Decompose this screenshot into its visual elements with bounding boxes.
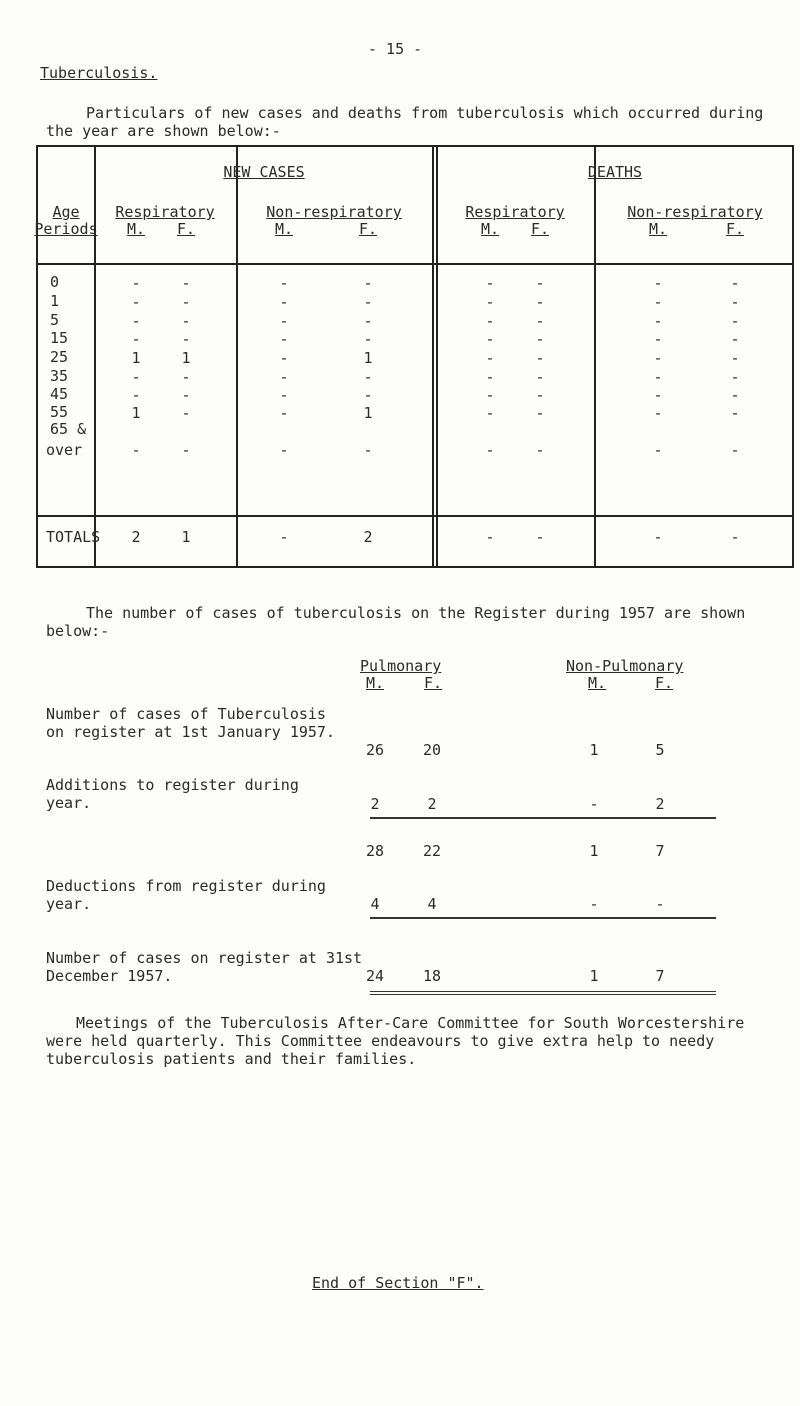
table-cell: - (363, 274, 373, 292)
age-period: 25 (50, 348, 69, 366)
mf-label: F. (725, 220, 745, 238)
register-value: - (655, 895, 665, 913)
page-number: - 15 - (368, 40, 423, 58)
age-period: 35 (50, 367, 69, 385)
table-cell: - (535, 293, 545, 311)
deaths-header: DEATHS (587, 163, 643, 181)
new-cases-header: NEW CASES (223, 163, 305, 181)
register-value: 22 (422, 842, 442, 860)
table-cell: - (653, 404, 663, 422)
table-cell: - (131, 441, 141, 459)
table-cell: - (730, 441, 740, 459)
table-cell: - (279, 368, 289, 386)
register-value: 1 (589, 741, 599, 759)
totals-cell: - (279, 528, 289, 546)
register-intro: The number of cases of tuberculosis on the Register during 1957 are shown below:- (46, 604, 746, 640)
age-period: 1 (50, 292, 60, 310)
table-cell: - (653, 312, 663, 330)
table-cell: - (181, 330, 191, 348)
register-value: 2 (655, 795, 665, 813)
table-cell: - (181, 441, 191, 459)
totals-cell: 2 (363, 528, 373, 546)
register-value: 4 (370, 895, 380, 913)
table-cell: - (181, 368, 191, 386)
new-nonresp-header: Non-respiratory (266, 203, 402, 221)
table-cell: - (653, 386, 663, 404)
table-cell: - (131, 274, 141, 292)
table-cell: - (730, 386, 740, 404)
register-value: 18 (422, 967, 442, 985)
table-cell: - (535, 441, 545, 459)
table-cell: - (730, 293, 740, 311)
mf-label: M. (648, 220, 668, 238)
register-value: 28 (365, 842, 385, 860)
table-cell: - (485, 441, 495, 459)
table-cell: - (535, 368, 545, 386)
table-cell: - (653, 368, 663, 386)
table-cell: - (730, 349, 740, 367)
table-cell: - (363, 330, 373, 348)
age-period: 15 (50, 329, 69, 347)
table-cell: - (730, 312, 740, 330)
table-cell: - (181, 274, 191, 292)
register-value: 1 (589, 842, 599, 860)
table-cell: - (485, 330, 495, 348)
new-resp-header: Respiratory (115, 203, 215, 221)
death-resp-header: Respiratory (465, 203, 565, 221)
table-cell: - (181, 293, 191, 311)
table-cell: - (653, 274, 663, 292)
table-cell: - (535, 349, 545, 367)
register-value: 7 (655, 842, 665, 860)
table-cell: - (279, 386, 289, 404)
table-cell: - (131, 330, 141, 348)
table-cell: - (363, 368, 373, 386)
register-value: 5 (655, 741, 665, 759)
table-cell: - (535, 274, 545, 292)
table-cell: - (653, 293, 663, 311)
table-cell: - (730, 368, 740, 386)
table-cell: - (535, 312, 545, 330)
table-cell: - (279, 274, 289, 292)
reg-mf-label: M. (366, 674, 385, 692)
register-value: 1 (589, 967, 599, 985)
table-cell: - (485, 293, 495, 311)
register-value: 4 (427, 895, 437, 913)
table-cell: 1 (363, 349, 373, 367)
age-period: 55 (50, 403, 69, 421)
totals-label: TOTALS (46, 528, 101, 546)
table-cell: - (181, 386, 191, 404)
table-cell: - (363, 441, 373, 459)
table-cell: - (653, 441, 663, 459)
table-cell: - (535, 386, 545, 404)
totals-cell: - (653, 528, 663, 546)
table-cell: - (485, 368, 495, 386)
pulmonary-header: Pulmonary (360, 657, 442, 675)
table-cell: - (363, 312, 373, 330)
age-header-line1: Age (52, 203, 80, 221)
table-cell: - (535, 404, 545, 422)
table-cell: 1 (181, 349, 191, 367)
table-cell: - (653, 330, 663, 348)
table-cell: - (730, 274, 740, 292)
table-cell: - (730, 404, 740, 422)
mf-label: M. (274, 220, 294, 238)
age-period: 5 (50, 311, 60, 329)
table-cell: - (181, 404, 191, 422)
reg-mf-label: F. (424, 674, 443, 692)
table-cell: - (363, 386, 373, 404)
reg-mf-label: M. (588, 674, 607, 692)
table-cell: - (485, 404, 495, 422)
totals-cell: 1 (181, 528, 191, 546)
register-value: 26 (365, 741, 385, 759)
table-cell: - (363, 293, 373, 311)
table-cell: - (131, 293, 141, 311)
totals-cell: - (730, 528, 740, 546)
register-value: 2 (370, 795, 380, 813)
table-cell: - (485, 274, 495, 292)
age-header-line2: Periods (34, 220, 98, 238)
table-cell: - (181, 312, 191, 330)
table-cell: - (279, 349, 289, 367)
table-cell: 1 (363, 404, 373, 422)
totals-cell: 2 (131, 528, 141, 546)
table-cell: - (279, 293, 289, 311)
age-period: 45 (50, 385, 69, 403)
mf-label: F. (530, 220, 550, 238)
mf-label: F. (358, 220, 378, 238)
table-cell: - (653, 349, 663, 367)
table-cell: - (730, 330, 740, 348)
age-period: 0 (50, 273, 60, 291)
table-cell: - (131, 312, 141, 330)
totals-cell: - (485, 528, 495, 546)
table-cell: - (485, 386, 495, 404)
non-pulmonary-header: Non-Pulmonary (566, 657, 684, 675)
table-cell: - (279, 330, 289, 348)
age-period: over (46, 441, 83, 459)
section-heading: Tuberculosis. (40, 64, 158, 82)
age-period: 65 & (50, 420, 87, 438)
table-cell: - (485, 312, 495, 330)
table-cell: 1 (131, 404, 141, 422)
table-cell: - (279, 404, 289, 422)
totals-cell: - (535, 528, 545, 546)
table-cell: - (131, 368, 141, 386)
mf-label: M. (126, 220, 146, 238)
register-row-label: Additions to register during year. (46, 776, 299, 812)
mf-label: M. (480, 220, 500, 238)
register-row-label: Deductions from register during year. (46, 877, 326, 913)
table-cell: - (485, 349, 495, 367)
register-value: 24 (365, 967, 385, 985)
reg-mf-label: F. (655, 674, 674, 692)
register-row-label: Number of cases on register at 31st December 1957. (46, 949, 363, 985)
intro-paragraph: Particulars of new cases and deaths from tuberculosis which occurred during the year are shown below:- (46, 104, 764, 140)
table-cell: - (279, 312, 289, 330)
mf-label: F. (176, 220, 196, 238)
table-cell: 1 (131, 349, 141, 367)
table-cell: - (535, 330, 545, 348)
register-value: 2 (427, 795, 437, 813)
register-value: 7 (655, 967, 665, 985)
death-nonresp-header: Non-respiratory (627, 203, 763, 221)
register-value: 20 (422, 741, 442, 759)
end-of-section: End of Section "F". (312, 1274, 484, 1292)
register-row-label: Number of cases of Tuberculosis on register at 1st January 1957. (46, 705, 335, 741)
closing-paragraph: Meetings of the Tuberculosis After-Care Committee for South Worcestershire were held quarterly. This Committee endeavours to give extra help to needy tuberculosis patients and their families. (46, 1014, 745, 1068)
register-value: - (589, 895, 599, 913)
register-value: - (589, 795, 599, 813)
cases-deaths-table (36, 145, 794, 568)
table-cell: - (279, 441, 289, 459)
table-cell: - (131, 386, 141, 404)
